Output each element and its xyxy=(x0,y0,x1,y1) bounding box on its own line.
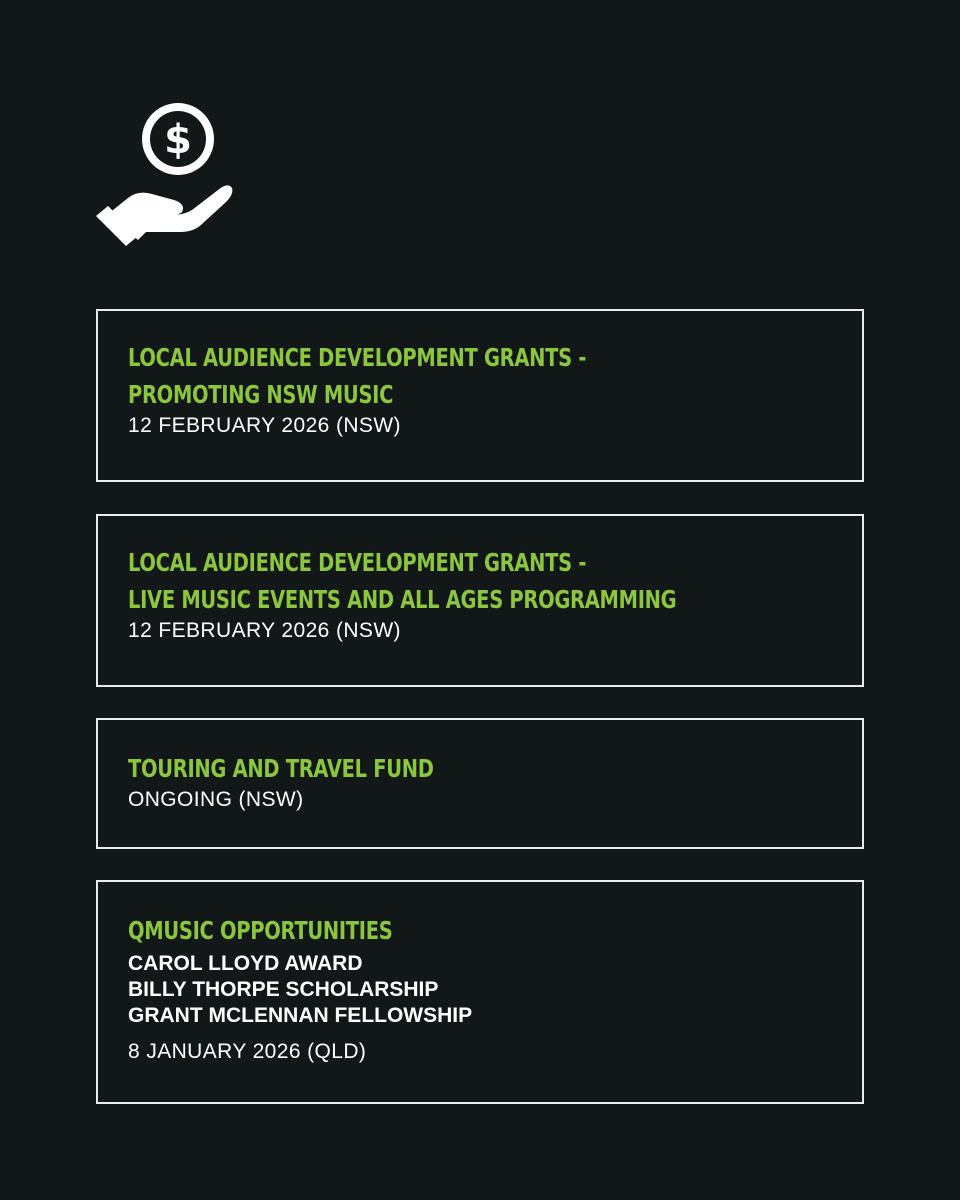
opportunity-list xyxy=(128,951,832,1029)
card-date: 12 FEBRUARY 2026 (NSW) xyxy=(128,414,401,437)
card-title-line: PROMOTING NSW MUSIC xyxy=(128,380,394,409)
card-title-line: QMUSIC OPPORTUNITIES xyxy=(128,916,393,945)
grant-card-1 xyxy=(96,309,864,482)
card-date: 8 JANUARY 2026 (QLD) xyxy=(128,1040,367,1063)
grant-card-2 xyxy=(96,514,864,687)
grant-card-4 xyxy=(96,880,864,1104)
card-date: ONGOING (NSW) xyxy=(128,788,304,811)
svg-text:$: $ xyxy=(164,117,192,163)
card-title-line: TOURING AND TRAVEL FUND xyxy=(128,754,434,783)
list-item: BILLY THORPE SCHOLARSHIP xyxy=(128,978,439,1001)
card-date: 12 FEBRUARY 2026 (NSW) xyxy=(128,619,401,642)
card-title-line: LOCAL AUDIENCE DEVELOPMENT GRANTS - xyxy=(128,343,587,372)
hand-holding-dollar-icon xyxy=(94,96,234,246)
list-item: CAROL LLOYD AWARD xyxy=(128,952,363,975)
list-item: GRANT MCLENNAN FELLOWSHIP xyxy=(128,1004,473,1027)
card-title-line: LOCAL AUDIENCE DEVELOPMENT GRANTS - xyxy=(128,548,587,577)
card-title-line: LIVE MUSIC EVENTS AND ALL AGES PROGRAMMING xyxy=(128,585,677,614)
grant-card-3 xyxy=(96,718,864,849)
